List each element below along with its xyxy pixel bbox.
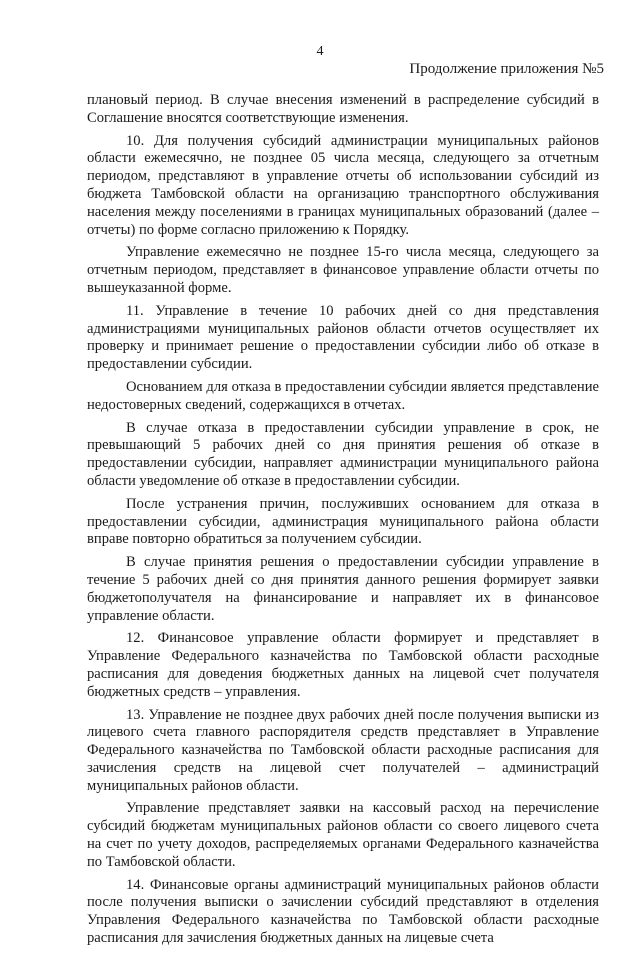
paragraph-clause-12: 12. Финансовое управление области формирует и представляет в Управление Федерального казначейства по Тамбовской области расходные расписания для доведения бюджетных данных на лицевой счет получателя бюджетных средств – управления.: [87, 630, 599, 700]
paragraph-cash-requests: Управление представляет заявки на кассовый расход на перечисление субсидий бюджетам муниципальных районов области со своего лицевого счета на счет по учету доходов, распределяемых органами Федерального казначейства по Тамбовской области.: [87, 800, 599, 870]
document-body: [87, 92, 599, 953]
paragraph-clause-14: 14. Финансовые органы администраций муниципальных районов области после получения выписки о зачислении субсидий представляют в отделения Управления Федерального казначейства по Тамбовской области расходные расписания для зачисления бюджетных данных на лицевые счета: [87, 876, 599, 947]
paragraph-clause-13: 13. Управление не позднее двух рабочих дней после получения выписки из лицевого счета главного распорядителя средств представляет в Управление Федерального казначейства по Тамбовской области расходные расписания для зачисления средств на лицевой счет получателей – администраций муниципальных районов области.: [87, 706, 599, 794]
appendix-continuation-note: Продолжение приложения №5: [409, 61, 604, 77]
paragraph-approval-requests: В случае принятия решения о предоставлении субсидии управление в течение 5 рабочих дней со дня принятия данного решения формирует заявки бюджетополучателя на финансирование и направляет их в финансовое управление области.: [87, 554, 599, 624]
paragraph-clause-10: 10. Для получения субсидий администрации муниципальных районов области ежемесячно, не позднее 05 числа месяца, следующего за отчетным периодом, представляют в управление отчеты об использовании субсидий из бюджета Тамбовской области на организацию транспортного обслуживания населения между поселениями в границах муниципальных образований (далее – отчеты) по форме согласно приложению к Порядку.: [87, 132, 599, 238]
paragraph-refusal-grounds: Основанием для отказа в предоставлении субсидии является представление недостоверных сведений, содержащихся в отчетах.: [87, 378, 599, 413]
paragraph-continuation: плановый период. В случае внесения изменений в распределение субсидий в Соглашение вносятся соответствующие изменения.: [87, 92, 599, 126]
paragraph-reapply: После устранения причин, послуживших основанием для отказа в предоставлении субсидии, администрация муниципального района области вправе повторно обратиться за получением субсидии.: [87, 495, 599, 548]
paragraph-clause-11: 11. Управление в течение 10 рабочих дней со дня представления администрациями муниципальных районов области отчетов осуществляет их проверку и принимает решение о предоставлении субсидии либо об отказе в предоставлении субсидии.: [87, 302, 599, 373]
paragraph-refusal-notice: В случае отказа в предоставлении субсидии управление в срок, не превышающий 5 рабочих дней со дня принятия решения об отказе в предоставлении субсидии, направляет администрации муниципального района области уведомление об отказе в предоставлении субсидии.: [87, 419, 599, 489]
paragraph-management-reports: Управление ежемесячно не позднее 15-го числа месяца, следующего за отчетным периодом, представляет в финансовое управление области отчеты по вышеуказанной форме.: [87, 244, 599, 296]
page-number: 4: [316, 44, 324, 59]
